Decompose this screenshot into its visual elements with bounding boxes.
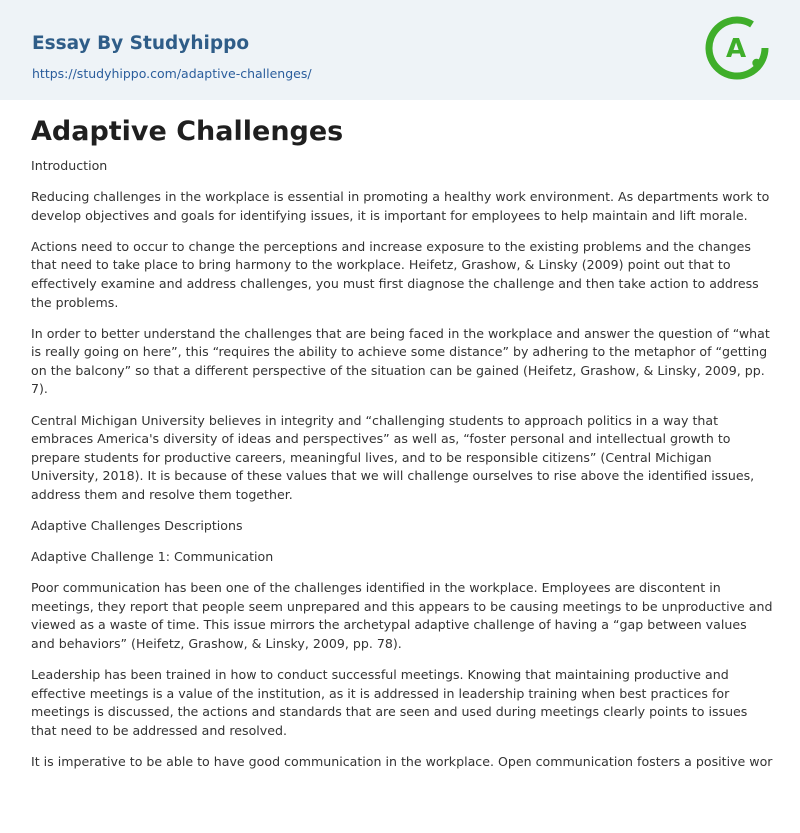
- paragraph: In order to better understand the challenges that are being faced in the workplace and answer the question of “what is really going on here”, this “requires the ability to achieve some distance” by adhering to the metaphor of “getting on the balcony” so that a different perspective of the situation can be gained (Heifetz, Grashow, & Linsky, 2009, pp. 7).: [31, 325, 770, 397]
- paragraph: Leadership has been trained in how to conduct successful meetings. Knowing that maintaining productive and effective meetings is a value of the institution, as it is addressed in leadership training when best practices for meetings is discussed, the actions and standards that are seen and used during meetings clearly points to issues that need to be addressed and resolved.: [31, 667, 748, 738]
- paragraph-truncated: It is imperative to be able to have good communication in the workplace. Open communication fosters a positive wor: [31, 753, 773, 769]
- brand-title[interactable]: Essay By Studyhippo: [32, 33, 250, 54]
- section-heading-descriptions: Adaptive Challenges Descriptions: [31, 518, 243, 533]
- source-url-link[interactable]: https://studyhippo.com/adaptive-challenges/: [32, 66, 312, 81]
- studyhippo-logo-icon[interactable]: [703, 14, 771, 82]
- paragraph: Reducing challenges in the workplace is essential in promoting a healthy work environment. As departments work to develop objectives and goals for identifying issues, it is important for employees to help maintain and lift morale.: [31, 189, 770, 223]
- site-header: [0, 0, 800, 100]
- section-heading-communication: Adaptive Challenge 1: Communication: [31, 549, 274, 565]
- section-heading-introduction: Introduction: [31, 158, 108, 173]
- paragraph: Poor communication has been one of the challenges identified in the workplace. Employees are discontent in meetings, they report that people seem unprepared and this appears to be causing meetings to be unproductive and viewed as a waste of time. This issue mirrors the archetypal adaptive challenge of having a “gap between values and behaviors” (Heifetz, Grashow, & Linsky, 2009, pp. 78).: [31, 580, 773, 651]
- essay-content: [31, 115, 773, 784]
- paragraph: Central Michigan University believes in integrity and “challenging students to approach politics in a way that embraces America's diversity of ideas and perspectives” as well as, “foster personal and intellectual growth to prepare students for productive careers, meaningful lives, and to be responsible citizens” (Central Michigan University, 2018). It is because of these values that we will challenge ourselves to rise above the identified issues, address them and resolve them together.: [31, 412, 755, 502]
- page-title: Adaptive Challenges: [31, 116, 344, 147]
- logo-letter: A: [725, 34, 747, 64]
- paragraph: Actions need to occur to change the perceptions and increase exposure to the existing problems and the changes that need to take place to bring harmony to the workplace. Heifetz, Grashow, & Linsky (2009) point out that to effectively examine and address challenges, you must first diagnose the challenge and then take action to address the problems.: [31, 238, 759, 310]
